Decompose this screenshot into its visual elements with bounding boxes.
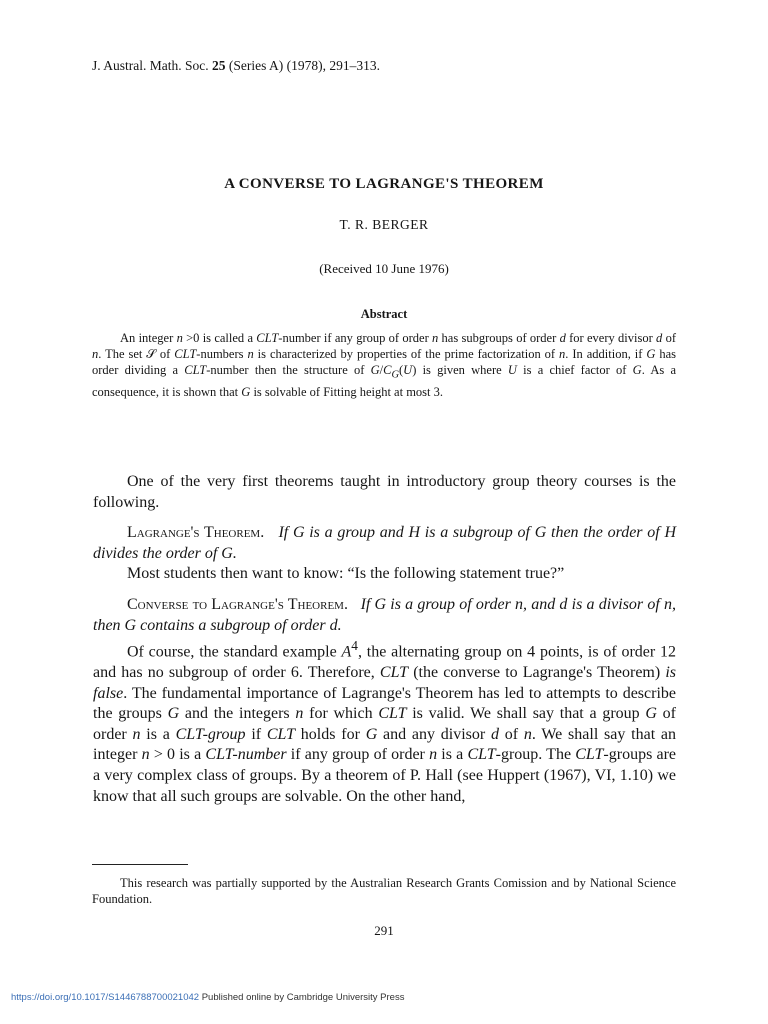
body-paragraph-question: Most students then want to know: “Is the following statement true?” bbox=[127, 565, 565, 583]
author-name: T. R. BERGER bbox=[339, 217, 429, 232]
abstract-heading: Abstract bbox=[360, 307, 408, 321]
doi-footer bbox=[11, 992, 404, 1003]
body-text bbox=[93, 472, 676, 807]
footnote bbox=[92, 876, 676, 907]
journal-citation: J. Austral. Math. Soc. 25 (Series A) (1978), 291–313. bbox=[92, 58, 380, 73]
received-date: (Received 10 June 1976) bbox=[319, 261, 449, 276]
body-paragraph-main: Of course, the standard example $A^4$, the alternating group on 4 points, is of order 12 and has no subgroup of order 6. Therefore, CLT (the converse to Lagrange's Theorem) is false. The fundamental importance of Lagrange's Theorem has led to attempts to describe the groups G and the integers n for which CLT is valid. We shall say that a group G of order n is a CLT-group if CLT holds for G and any divisor d of n. We shall say that an integer n > 0 is a CLT-number if any group of order n is a CLT-group. The CLT-groups are a very complex class of groups. By a theorem of P. Hall (see Huppert (1967), VI, 1.10) we know that all such groups are solvable. On the other hand, bbox=[93, 638, 677, 805]
lagrange-theorem-statement: Lagrange's Theorem. If G is a group and H is a subgroup of G then the order of H divides the order of G. bbox=[93, 524, 676, 562]
body-paragraph-intro: One of the very first theorems taught in introductory group theory courses is the following. bbox=[93, 473, 676, 511]
converse-theorem-statement: Converse to Lagrange's Theorem. If G is a group of order n, and d is a divisor of n, then G contains a subgroup of order d. bbox=[93, 595, 676, 634]
footnote-text: This research was partially supported by the Australian Research Grants Comission and by National Science Foundation. bbox=[92, 876, 676, 906]
abstract-text bbox=[92, 330, 676, 400]
footnote-divider bbox=[92, 864, 188, 865]
page-number: 291 bbox=[374, 923, 394, 938]
paper-title: A CONVERSE TO LAGRANGE'S THEOREM bbox=[224, 176, 544, 192]
publisher-note: Published online by Cambridge University Press bbox=[199, 992, 405, 1003]
doi-link[interactable]: https://doi.org/10.1017/S1446788700021042 bbox=[11, 992, 200, 1003]
abstract-paragraph: An integer n >0 is called a CLT-number if any group of order n has subgroups of order d for every divisor d of n. The set 𝒮 of CLT-numbers n is characterized by properties of the prime factorization of n. In addition, if G has order dividing a CLT-number then the structure of $G/C_G(U)$ is given where U is a chief factor of G. As a consequence, it is shown that G is solvable of Fitting height at most 3. bbox=[92, 331, 677, 399]
